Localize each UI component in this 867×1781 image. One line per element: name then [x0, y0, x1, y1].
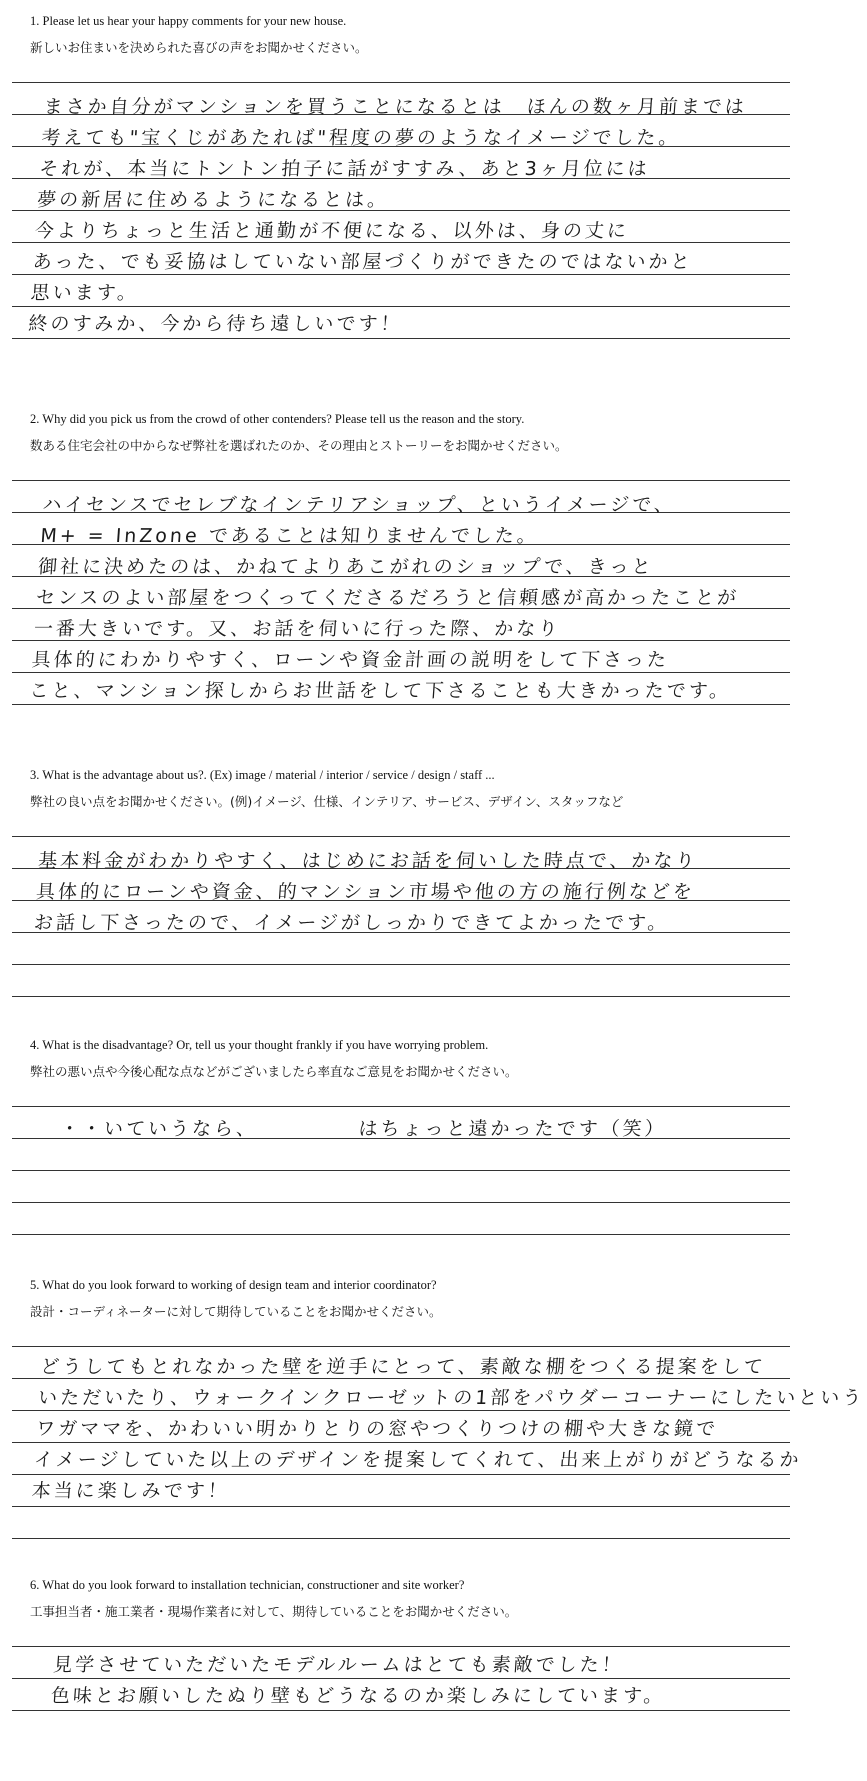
question-1-japanese: 新しいお住まいを決められた喜びの声をお聞かせください。 [30, 40, 368, 55]
answer-line: 色味とお願いしたぬり壁もどうなるのか楽しみにしています。 [50, 1685, 667, 1707]
answer-2 [28, 490, 783, 707]
answer-line: 考えても"宝くじがあたれば"程度の夢のようなイメージでした。 [40, 127, 682, 149]
answer-5 [30, 1352, 866, 1507]
answer-4 [59, 1114, 777, 1145]
answer-3 [33, 846, 780, 939]
answer-line: ワガママを、かわいい明かりとりの窓やつくりつけの棚や大きな鏡で [35, 1418, 719, 1440]
answer-line: 本当に楽しみです！ [30, 1480, 231, 1502]
answer-line: ハイセンスでセレブなインテリアショップ、というイメージで、 [41, 494, 677, 516]
question-1-english: 1. Please let us hear your happy comments for your new house. [30, 14, 347, 28]
answer-line: お話し下さったので、イメージがしっかりできてよかったです。 [33, 912, 671, 934]
answer-line: イメージしていた以上のデザインを提案してくれて、出来上がりがどうなるか [33, 1449, 803, 1471]
question-3-japanese: 弊社の良い点をお聞かせください。(例)イメージ、仕様、インテリア、サービス、デザイン、スタッフなど [30, 794, 624, 809]
question-2-japanese: 数ある住宅会社の中からなぜ弊社を選ばれたのか、その理由とストーリーをお聞かせください。 [30, 438, 568, 453]
answer-line: M+ = InZone であることは知りませんでした。 [39, 525, 540, 547]
answer-line: 思います。 [29, 282, 140, 304]
question-5-japanese: 設計・コーディネーターに対して期待していることをお聞かせください。 [30, 1304, 442, 1319]
answer-line: 夢の新居に住めるようになるとは。 [36, 189, 390, 211]
answer-line: 終のすみか、今から待ち遠しいです！ [27, 313, 404, 335]
question-2-english: 2. Why did you pick us from the crowd of other contenders? Please tell us the reason and the story. [30, 412, 525, 426]
answer-line: それが、本当にトントン拍子に話がすすみ、あと3ヶ月位には [38, 158, 651, 180]
question-4-japanese: 弊社の悪い点や今後心配な点などがございましたら率直なご意見をお聞かせください。 [30, 1064, 518, 1079]
answer-line: 具体的にわかりやすく、ローンや資金計画の説明をして下さった [30, 649, 670, 671]
answer-line: 今よりちょっと生活と通勤が不便になる、以外は、身の丈に [34, 220, 630, 242]
question-4-english: 4. What is the disadvantage? Or, tell us your thought frankly if you have worrying problem. [30, 1038, 489, 1052]
answer-line: 見学させていただいたモデルルームはとても素敵でした！ [52, 1654, 625, 1676]
question-3-english: 3. What is the advantage about us?. (Ex) image / material / interior / service / design / staff ... [30, 768, 495, 782]
answer-line: 一番大きいです。又、お話を伺いに行った際、かなり [33, 618, 562, 640]
answer-line: 具体的にローンや資金、的マンション市場や他の方の施行例などを [35, 881, 696, 903]
answer-line: どうしてもとれなかった壁を逆手にとって、素敵な棚をつくる提案をして [39, 1356, 767, 1378]
answer-1 [27, 92, 784, 340]
answer-line: ・・いていうなら、 はちょっと遠かったです（笑） [59, 1118, 668, 1140]
answer-line: あった、でも妥協はしていない部屋づくりができたのではないかと [32, 251, 694, 273]
question-5-english: 5. What do you look forward to working of design team and interior coordinator? [30, 1278, 437, 1292]
answer-line: まさか自分がマンションを買うことになるとは ほんの数ヶ月前までは [42, 96, 748, 118]
answer-line: 御社に決めたのは、かねてよりあこがれのショップで、きっと [37, 556, 655, 578]
answer-line: 基本料金がわかりやすく、はじめにお話を伺いした時点で、かなり [37, 850, 699, 872]
question-6-japanese: 工事担当者・施工業者・現場作業者に対して、期待していることをお聞かせください。 [30, 1604, 518, 1619]
answer-line: いただいたり、ウォークインクローゼットの1部をパウダーコーナーにしたいという [37, 1387, 866, 1409]
answer-6 [50, 1650, 778, 1712]
answer-line: センスのよい部屋をつくってくださるだろうと信頼感が高かったことが [35, 587, 740, 609]
question-6-english: 6. What do you look forward to installation technician, constructioner and site worker? [30, 1578, 465, 1592]
answer-line: こと、マンション探しからお世話をして下さることも大きかったです。 [28, 680, 732, 702]
